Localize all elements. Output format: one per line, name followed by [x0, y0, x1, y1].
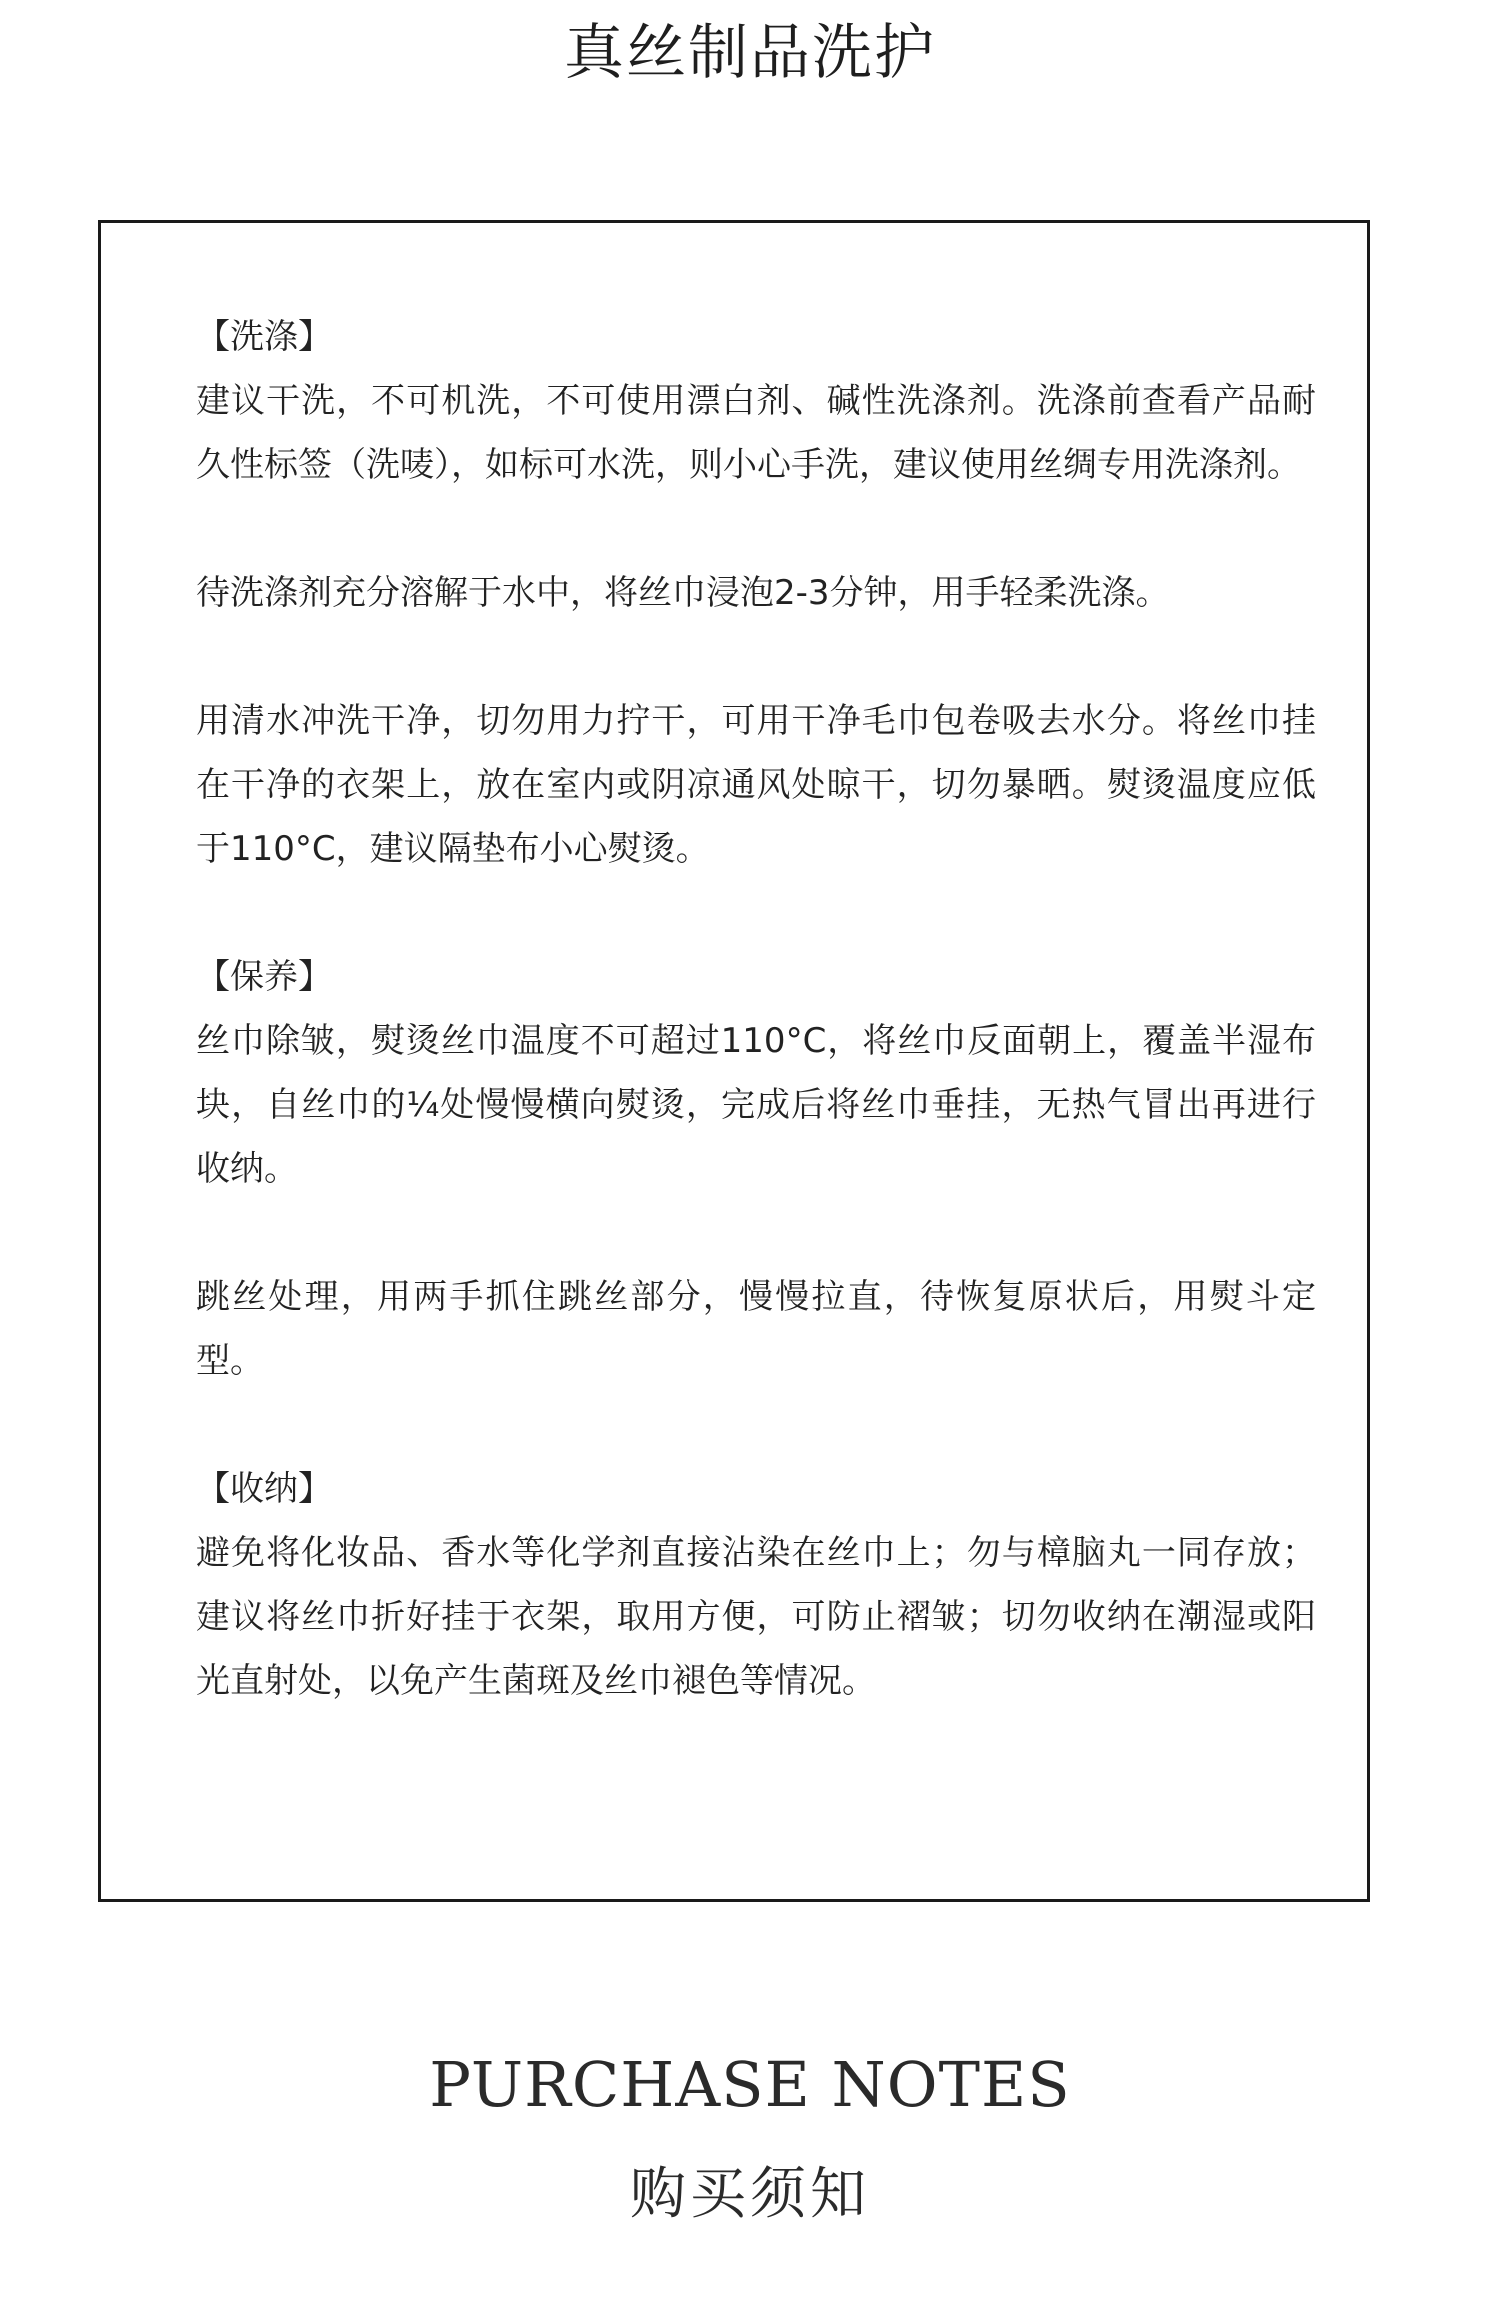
purchase-notes-title-en: PURCHASE NOTES [429, 2048, 1071, 2121]
section-heading-washing: 【洗涤】 [196, 317, 332, 357]
section-heading-storage: 【收纳】 [196, 1469, 332, 1509]
washing-paragraph-1: 建议干洗，不可机洗，不可使用漂白剂、碱性洗涤剂。洗涤前查看产品耐久性标签（洗唛），如标可水洗，则小心手洗，建议使用丝绸专用洗涤剂。 [196, 381, 1316, 485]
section-heading-maintenance: 【保养】 [196, 957, 332, 997]
section-washing [196, 305, 1316, 881]
care-content [196, 305, 1316, 1713]
section-maintenance [196, 945, 1316, 1393]
washing-paragraph-2: 待洗涤剂充分溶解于水中，将丝巾浸泡2-3分钟，用手轻柔洗涤。 [196, 573, 1170, 613]
storage-paragraph-1: 避免将化妆品、香水等化学剂直接沾染在丝巾上；勿与樟脑丸一同存放；建议将丝巾折好挂于衣架，取用方便，可防止褶皱；切勿收纳在潮湿或阳光直射处，以免产生菌斑及丝巾褪色等情况。 [196, 1533, 1316, 1701]
maintenance-paragraph-1: 丝巾除皱，熨烫丝巾温度不可超过110°C，将丝巾反面朝上，覆盖半湿布块，自丝巾的¼处慢慢横向熨烫，完成后将丝巾垂挂，无热气冒出再进行收纳。 [196, 1021, 1316, 1189]
maintenance-paragraph-2: 跳丝处理，用两手抓住跳丝部分，慢慢拉直，待恢复原状后，用熨斗定型。 [196, 1277, 1316, 1381]
care-instructions-box [98, 220, 1370, 1902]
purchase-notes-title-cn: 购买须知 [630, 2162, 870, 2227]
page-title: 真丝制品洗护 [564, 18, 936, 88]
washing-paragraph-3: 用清水冲洗干净，切勿用力拧干，可用干净毛巾包卷吸去水分。将丝巾挂在干净的衣架上，放在室内或阴凉通风处晾干，切勿暴晒。熨烫温度应低于110°C，建议隔垫布小心熨烫。 [196, 701, 1316, 869]
section-storage [196, 1457, 1316, 1713]
